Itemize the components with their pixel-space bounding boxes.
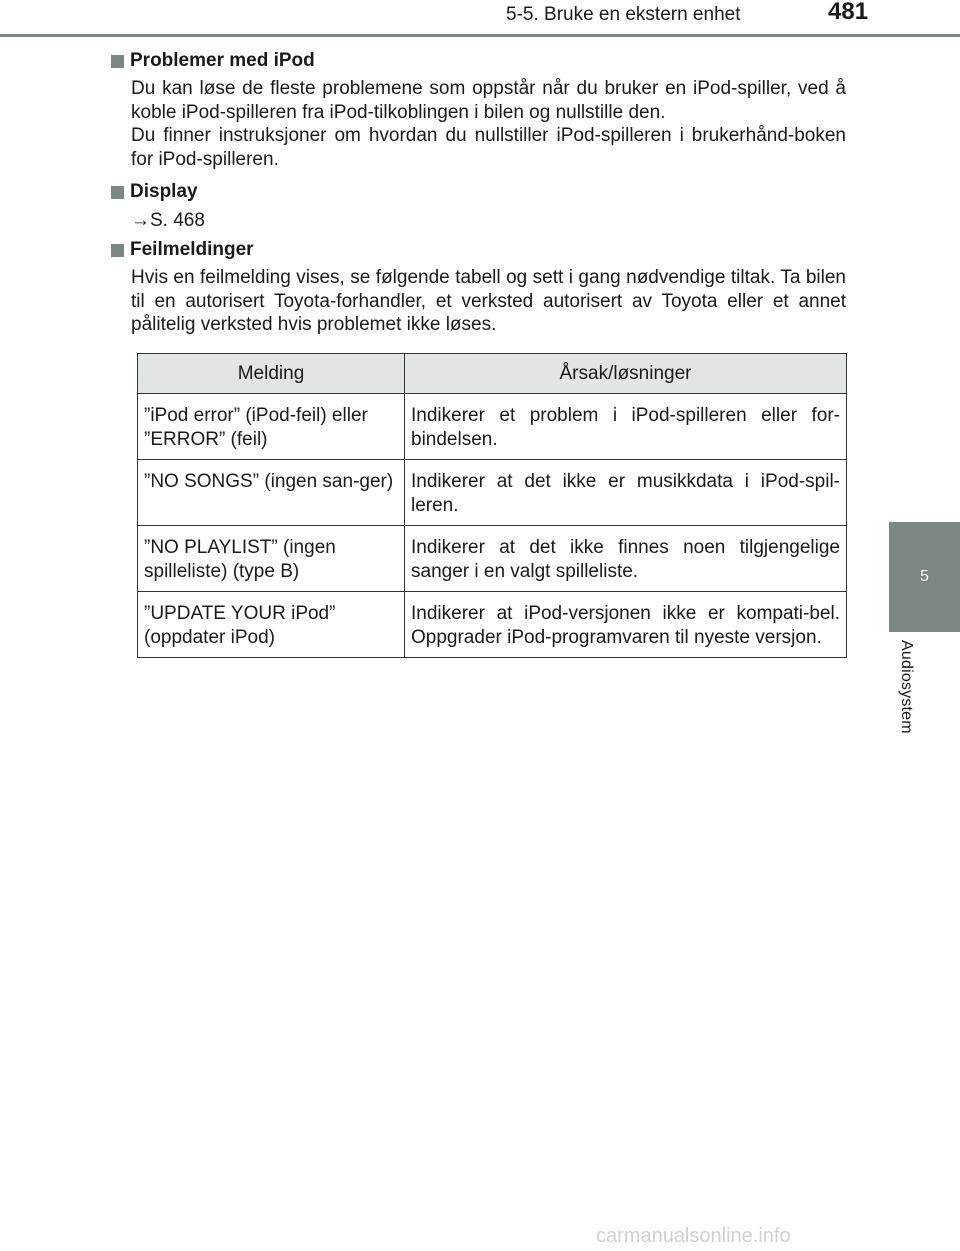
section-heading — [111, 180, 846, 204]
section-body: Hvis en feilmelding vises, se følgende tabell og sett i gang nødvendige tiltak. Ta bilen til en autorisert Toyota-forhandler, et verksted autorisert av Toyota eller et annet pålitelig verksted hvis problemet ikke løses. — [131, 267, 846, 335]
section-body-2: Du finner instruksjoner om hvordan du nullstiller iPod-spilleren i brukerhånd-boken for iPod-spilleren. — [131, 125, 846, 170]
page-reference-link[interactable]: →S. 468 — [131, 210, 205, 231]
chapter-number: 5 — [920, 568, 929, 585]
watermark: carmanualsonline.info — [596, 1225, 791, 1247]
message-cell: ”NO SONGS” (ingen san-ger) — [138, 460, 405, 526]
section-display — [111, 180, 846, 232]
section-title: 5-5. Bruke en ekstern enhet — [506, 4, 741, 25]
section-body: Du kan løse de fleste problemene som oppstår når du bruker en iPod-spiller, ved å koble iPod-spilleren fra iPod-tilkoblingen i bilen og nullstille den. — [131, 78, 846, 123]
chapter-label-wrap — [889, 640, 929, 770]
heading-text: Feilmeldinger — [130, 239, 254, 260]
column-header-message: Melding — [138, 354, 405, 394]
section-error-messages — [111, 238, 846, 337]
cause-cell: Indikerer at det ikke er musikkdata i iPod-spil-leren. — [405, 460, 847, 526]
cause-cell: Indikerer at iPod-versjonen ikke er kompati-bel. Oppgrader iPod-programvaren til nyeste versjon. — [405, 592, 847, 658]
page-header — [0, 0, 960, 37]
square-bullet-icon — [111, 55, 124, 68]
table-row — [138, 460, 847, 526]
message-cell: ”NO PLAYLIST” (ingen spilleliste) (type B) — [138, 526, 405, 592]
square-bullet-icon — [111, 244, 124, 257]
section-heading — [111, 238, 846, 262]
table-row — [138, 526, 847, 592]
message-cell: ”iPod error” (iPod-feil) eller ”ERROR” (feil) — [138, 394, 405, 460]
chapter-label: Audiosystem — [898, 640, 915, 734]
chapter-tab — [889, 522, 960, 632]
cause-cell: Indikerer at det ikke finnes noen tilgjengelige sanger i en valgt spilleliste. — [405, 526, 847, 592]
heading-text: Display — [130, 181, 198, 202]
cause-cell: Indikerer et problem i iPod-spilleren eller for-bindelsen. — [405, 394, 847, 460]
table-row — [138, 394, 847, 460]
section-heading — [111, 49, 846, 73]
message-cell: ”UPDATE YOUR iPod” (oppdater iPod) — [138, 592, 405, 658]
heading-text: Problemer med iPod — [130, 50, 315, 71]
error-message-table — [137, 353, 847, 658]
table-header-row — [138, 354, 847, 394]
page-number: 481 — [828, 0, 869, 25]
table-row — [138, 592, 847, 658]
section-ipod-problems — [111, 49, 846, 171]
square-bullet-icon — [111, 186, 124, 199]
column-header-cause: Årsak/løsninger — [405, 354, 847, 394]
